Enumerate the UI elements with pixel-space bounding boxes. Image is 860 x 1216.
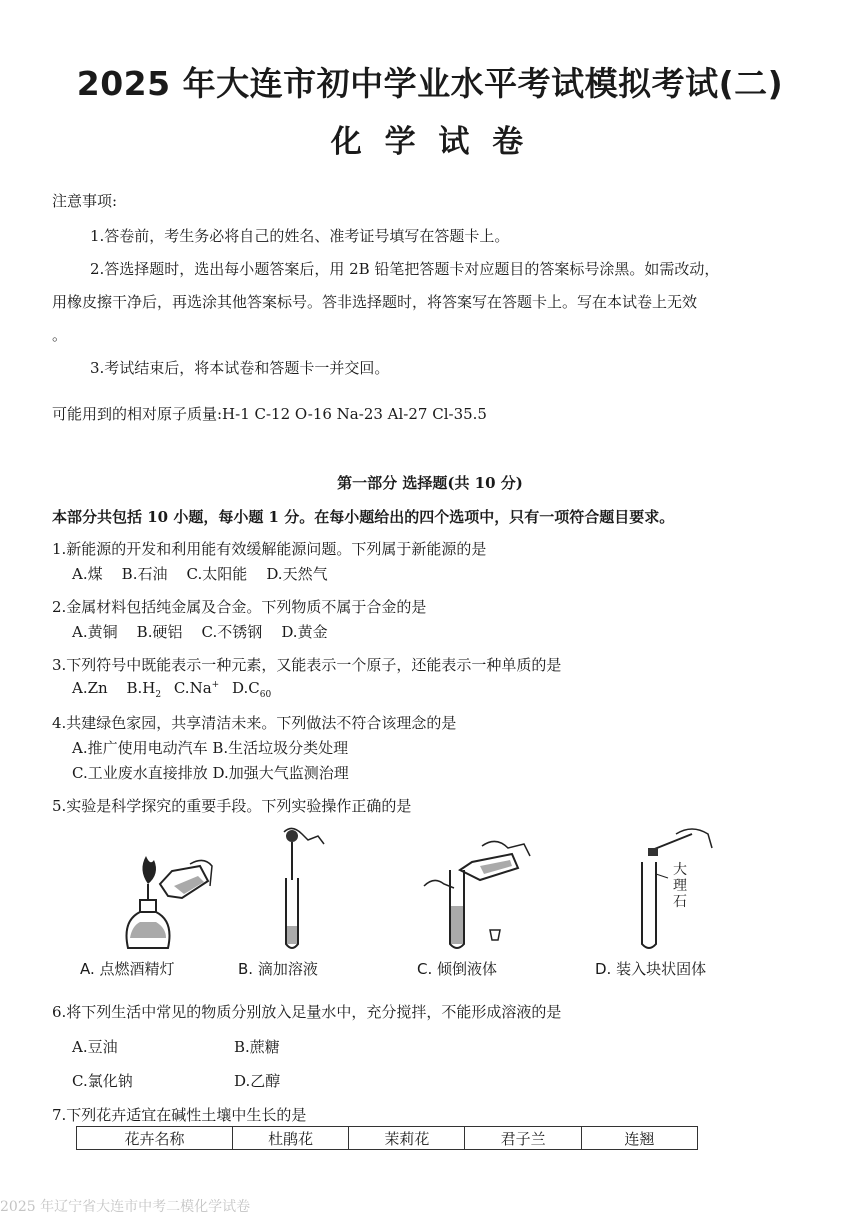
atomic-mass-info: 可能用到的相对原子质量:H-1 C-12 O-16 Na-23 Al-27 Cl-35.5: [52, 405, 487, 423]
figure-drop-solution: [262, 826, 342, 951]
notice-item-1: 1.答卷前，考生务必将自己的姓名、准考证号填写在答题卡上。: [90, 227, 510, 245]
table-header-cell: 茉莉花: [349, 1127, 465, 1150]
table-header-cell: 连翘: [581, 1127, 697, 1150]
question-3-option-c: C.Na+: [173, 679, 220, 697]
caption-c: C. 倾倒液体: [417, 960, 498, 978]
exam-subtitle: 化 学 试 卷: [330, 124, 530, 160]
section-title: 第一部分 选择题(共 10 分): [337, 474, 523, 492]
table-header-cell: 君子兰: [465, 1127, 581, 1150]
notice-item-2-line-2: 用橡皮擦干净后，再选涂其他答案标号。答非选择题时，将答案写在答题卡上。写在本试卷上无效: [52, 293, 698, 311]
section-instruction: 本部分共包括 10 小题，每小题 1 分。在每小题给出的四个选项中，只有一项符合题目要求。: [52, 508, 675, 526]
question-3-options: [72, 679, 271, 700]
figure-light-alcohol-lamp: [112, 826, 222, 951]
caption-d: D. 装入块状固体: [595, 960, 707, 978]
flower-table: [76, 1126, 698, 1150]
question-7-stem: 7.下列花卉适宜在碱性土壤中生长的是: [52, 1106, 307, 1124]
question-2-options: A.黄铜 B.硬铝 C.不锈钢 D.黄金: [72, 623, 328, 641]
caption-a: A. 点燃酒精灯: [80, 960, 175, 978]
question-6-option-c: C.氯化钠: [72, 1072, 133, 1090]
question-1-stem: 1.新能源的开发和利用能有效缓解能源问题。下列属于新能源的是: [52, 540, 487, 558]
question-2-stem: 2.金属材料包括纯金属及合金。下列物质不属于合金的是: [52, 598, 427, 616]
notice-heading: 注意事项:: [52, 192, 118, 210]
notice-item-3: 3.考试结束后，将本试卷和答题卡一并交回。: [90, 359, 390, 377]
question-6-option-d: D.乙醇: [234, 1072, 281, 1090]
table-header-cell: 花卉名称: [77, 1127, 233, 1150]
table-row: [77, 1127, 698, 1150]
notice-item-2-line-1: 2.答选择题时，选出每小题答案后，用 2B 铅笔把答题卡对应题目的答案标号涂黑。如需改动，: [90, 260, 720, 278]
label-marble: 大 理 石: [673, 862, 687, 910]
question-3-option-a: A.Zn: [72, 679, 108, 697]
figure-add-block-solid: [612, 826, 722, 951]
question-4-stem: 4.共建绿色家园，共享清洁未来。下列做法不符合该理念的是: [52, 714, 457, 732]
question-4-options-line-1: A.推广使用电动汽车 B.生活垃圾分类处理: [72, 739, 349, 757]
notice-item-2-line-3: 。: [52, 326, 68, 344]
table-header-cell: 杜鹃花: [232, 1127, 348, 1150]
question-1-options: A.煤 B.石油 C.太阳能 D.天然气: [72, 565, 328, 583]
question-5-stem: 5.实验是科学探究的重要手段。下列实验操作正确的是: [52, 797, 412, 815]
question-6-stem: 6.将下列生活中常见的物质分别放入足量水中，充分搅拌，不能形成溶液的是: [52, 1003, 562, 1021]
page-footer: 2025 年辽宁省大连市中考二模化学试卷: [0, 1199, 251, 1215]
question-4-options-line-2: C.工业废水直接排放 D.加强大气监测治理: [72, 764, 349, 782]
question-6-option-b: B.蔗糖: [234, 1038, 280, 1056]
question-3-stem: 3.下列符号中既能表示一种元素，又能表示一个原子，还能表示一种单质的是: [52, 656, 562, 674]
caption-b: B. 滴加溶液: [238, 960, 318, 978]
question-3-option-d: $D.C_{60}$: [231, 679, 272, 700]
figure-pour-liquid: [420, 826, 540, 951]
exam-title: 2025 年大连市初中学业水平考试模拟考试(二): [76, 64, 784, 103]
question-3-option-b: $B.H_2$: [126, 679, 162, 700]
question-6-option-a: A.豆油: [72, 1038, 118, 1056]
